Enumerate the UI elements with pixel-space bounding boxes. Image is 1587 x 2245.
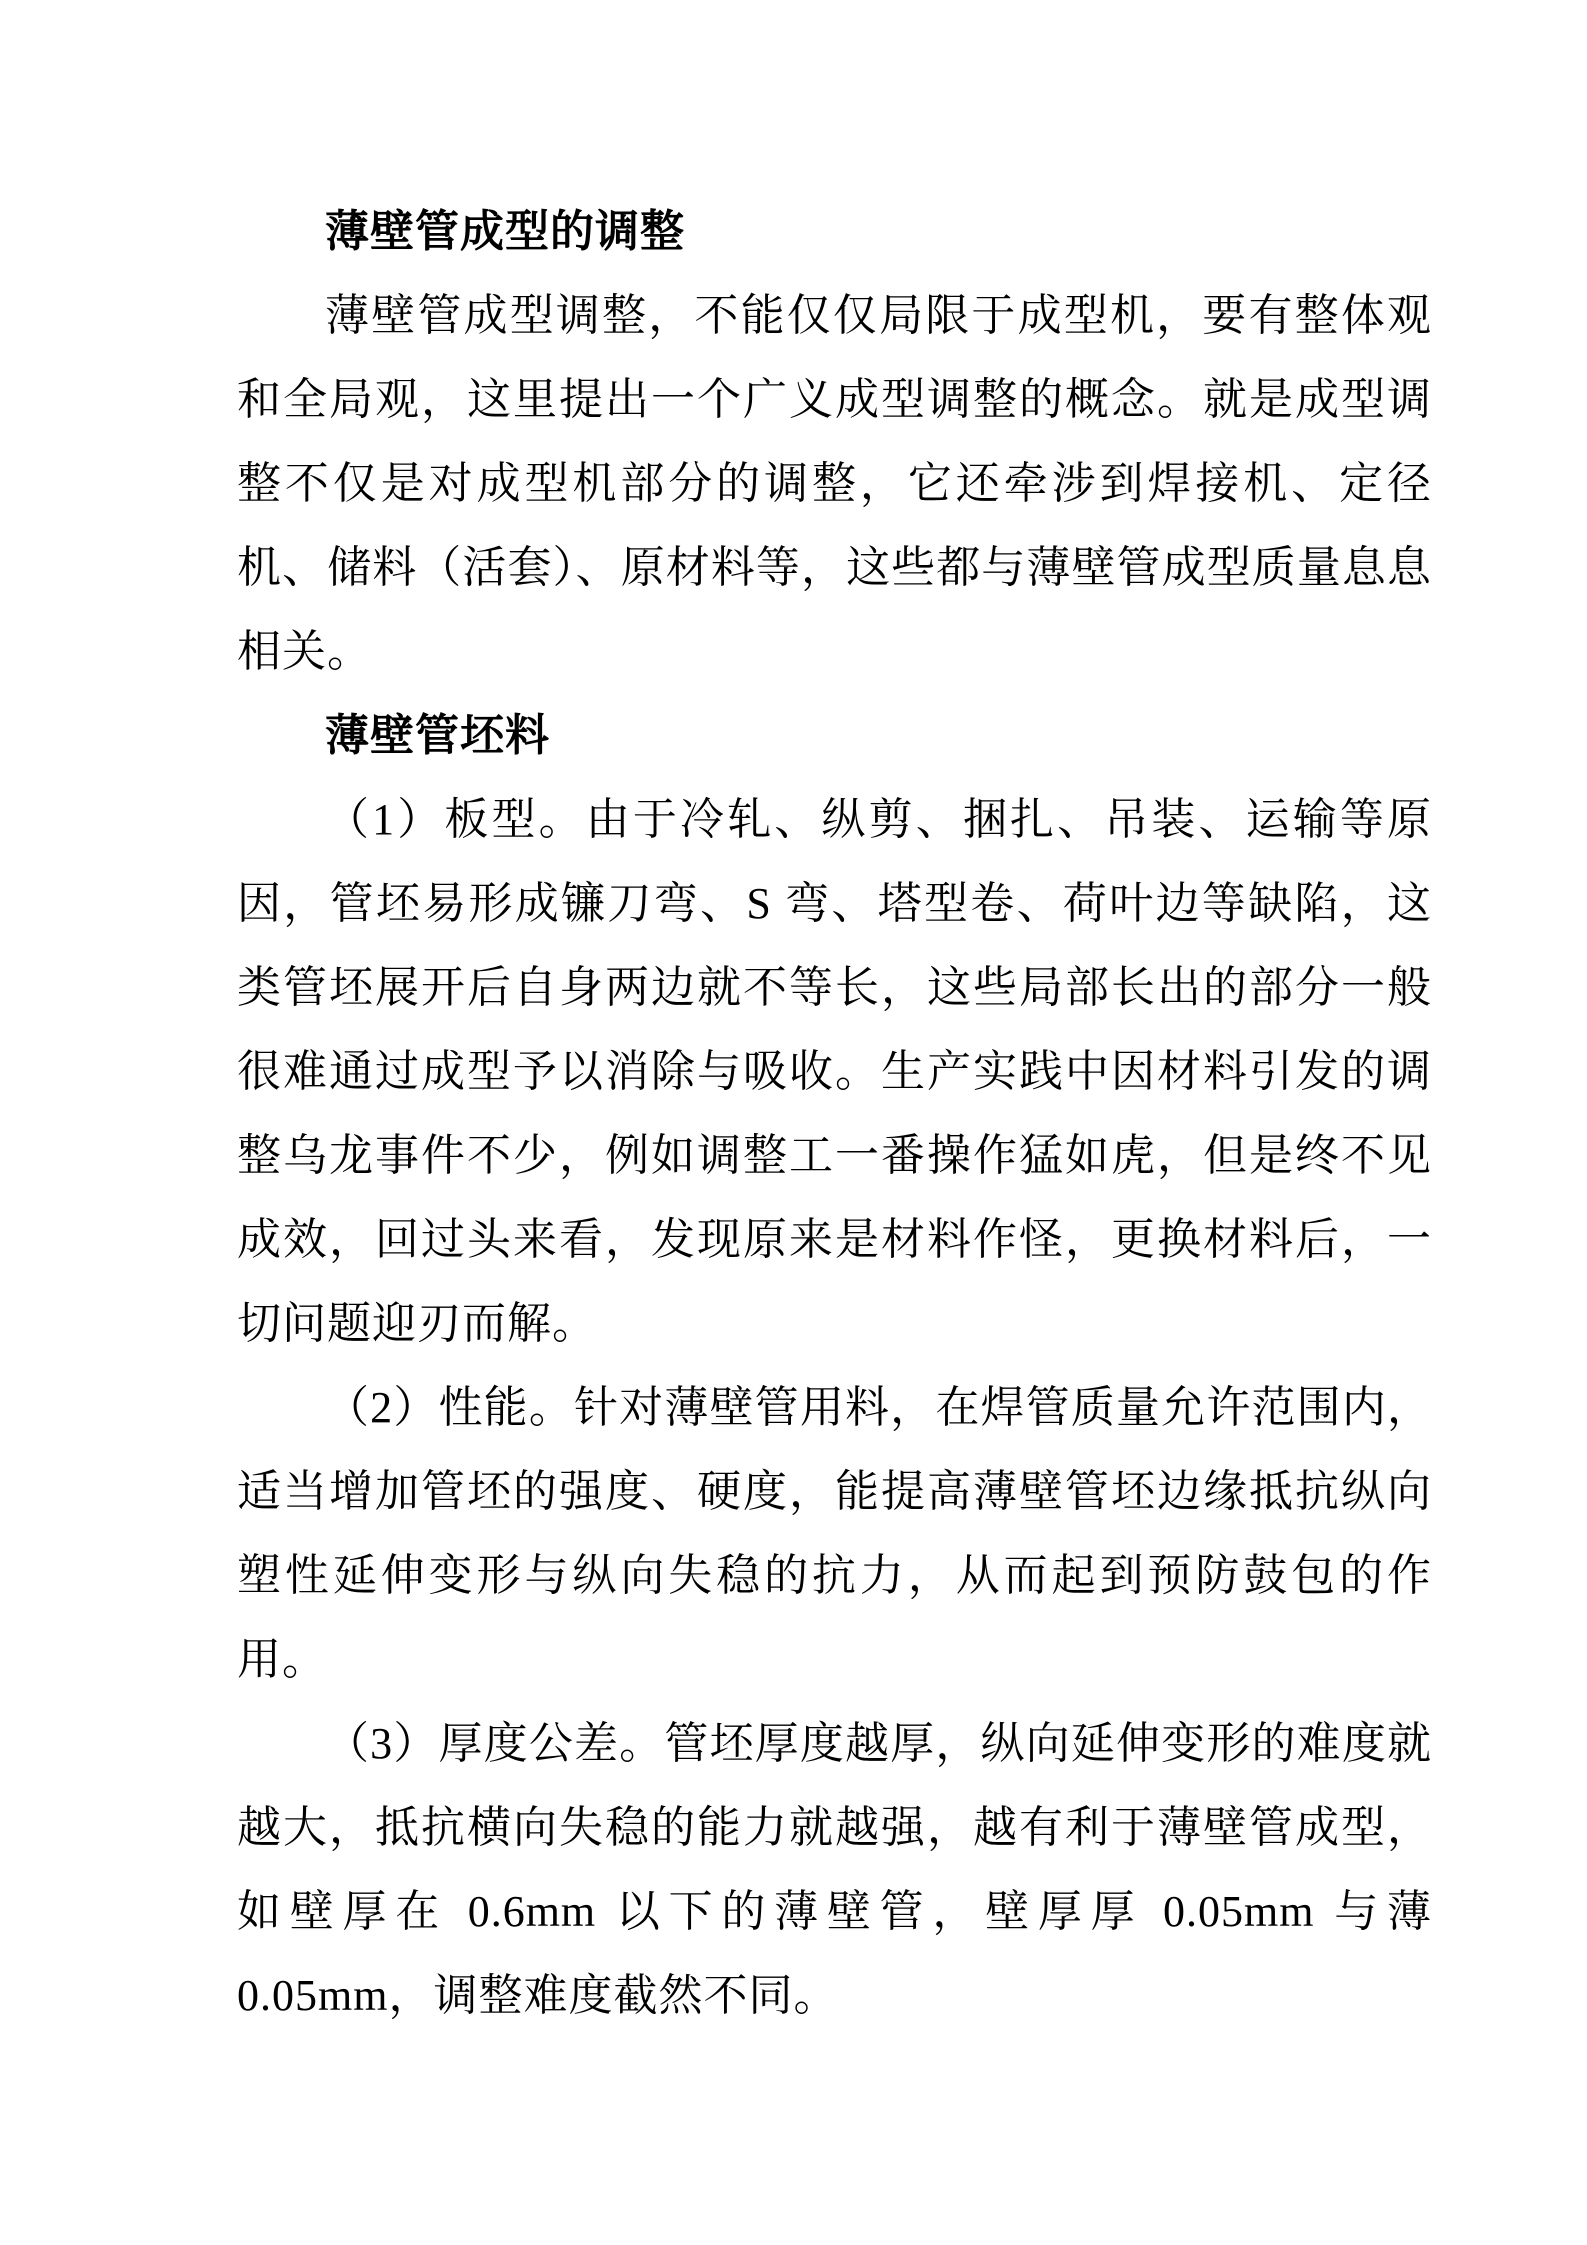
paragraph-material-performance: （2）性能。针对薄壁管用料，在焊管质量允许范围内，适当增加管坯的强度、硬度，能提高薄壁管坯边缘抵抗纵向塑性延伸变形与纵向失稳的抗力，从而起到预防鼓包的作用。 (237, 1383, 1432, 1684)
paragraph-plate-shape: （1）板型。由于冷轧、纵剪、捆扎、吊装、运输等原因，管坯易形成镰刀弯、S 弯、塔型卷、荷叶边等缺陷，这类管坯展开后自身两边就不等长，这些局部长出的部分一般很难通过成型予以消除与吸收。生产实践中因材料引发的调整乌龙事件不少，例如调整工一番操作猛如虎，但是终不见成效，回过头来看，发现原来是材料作怪，更换材料后，一切问题迎刃而解。 (237, 795, 1432, 1348)
paragraph-forming-adjustment-overview: 薄壁管成型调整，不能仅仅局限于成型机，要有整体观和全局观，这里提出一个广义成型调整的概念。就是成型调整不仅是对成型机部分的调整，它还牵涉到焊接机、定径机、储料（活套）、原材料等，这些都与薄壁管成型质量息息相关。 (237, 291, 1432, 676)
heading-thin-wall-tube-blank-material: 薄壁管坯料 (325, 711, 550, 760)
heading-thin-wall-tube-forming-adjustment: 薄壁管成型的调整 (325, 207, 685, 256)
paragraph-thickness-tolerance: （3）厚度公差。管坯厚度越厚，纵向延伸变形的难度就越大，抵抗横向失稳的能力就越强，越有利于薄壁管成型，如壁厚在 0.6mm 以下的薄壁管，壁厚厚 0.05mm 与薄 0.05mm，调整难度截然不同。 (237, 1719, 1432, 2020)
